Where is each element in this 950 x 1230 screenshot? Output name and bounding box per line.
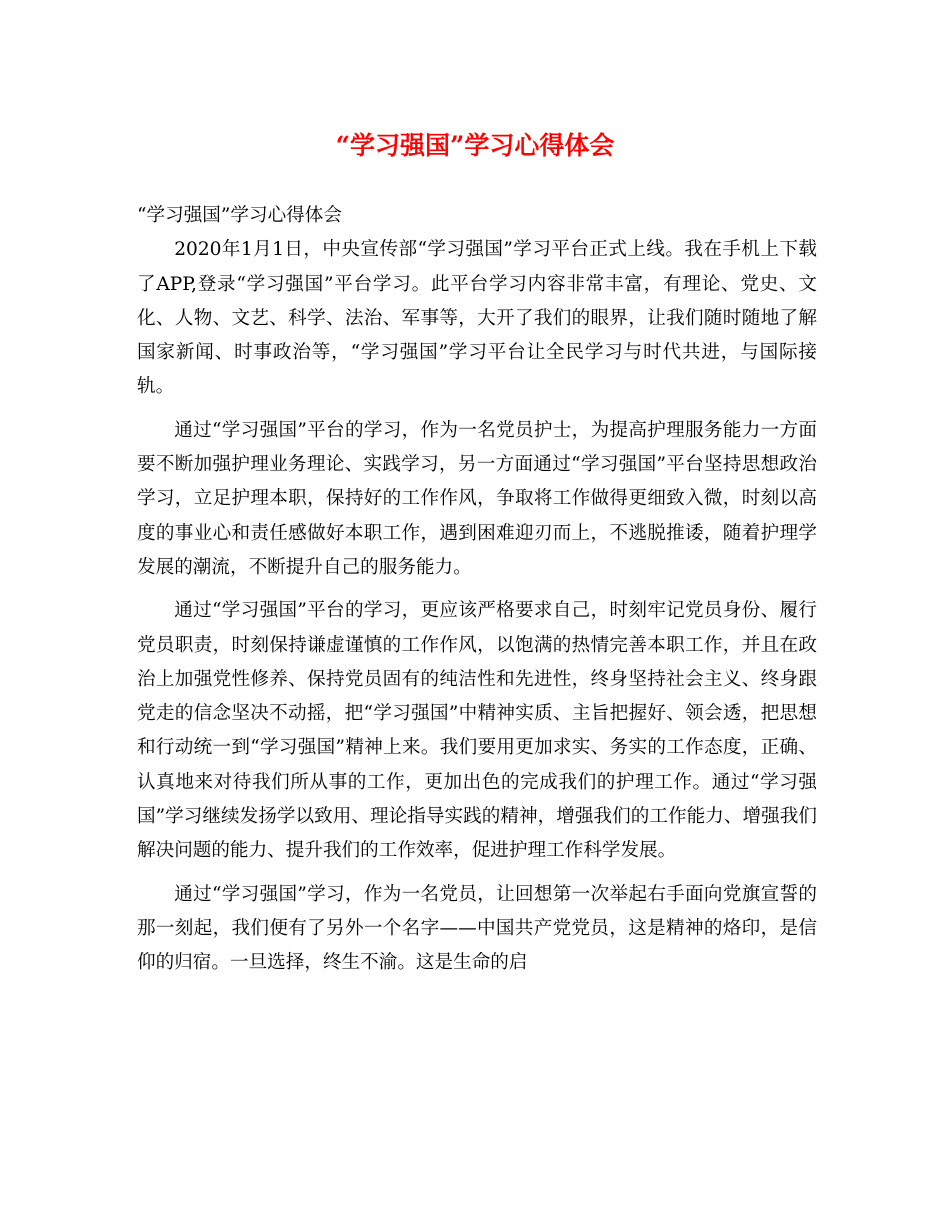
paragraph-2: 通过“学习强国”平台的学习，作为一名党员护士，为提高护理服务能力一方面要不断加强护理业务理论、实践学习，另一方面通过“学习强国”平台坚持思想政治学习，立足护理本职，保持好的工作作风，争取将工作做得更细致入微，时刻以高度的事业心和责任感做好本职工作，遇到困难迎刃而上，不逃脱推诿，随着护理学发展的潮流，不断提升自己的服务能力。 [137,419,817,578]
document-title: “学习强国”学习心得体会 [335,131,615,160]
paragraph-3: 通过“学习强国”平台的学习，更应该严格要求自己，时刻牢记党员身份、履行党员职责，时刻保持谦虚谨慎的工作作风，以饱满的热情完善本职工作，并且在政治上加强党性修养、保持党员固有的纯洁性和先进性，终身坚持社会主义、终身跟党走的信念坚决不动摇，把“学习强国”中精神实质、主旨把握好、领会透，把思想和行动统一到“学习强国”精神上来。我们要用更加求实、务实的工作态度，正确、认真地来对待我们所从事的工作，更加出色的完成我们的护理工作。通过“学习强国”学习继续发扬学以致用、理论指导实践的精神，增强我们的工作能力、增强我们解决问题的能力、提升我们的工作效率，促进护理工作科学发展。 [137,600,817,862]
document-body [137,199,817,981]
paragraph-4: 通过“学习强国”学习，作为一名党员，让回想第一次举起右手面向党旗宣誓的那一刻起，我们便有了另外一个名字——中国共产党党员，这是精神的烙印，是信仰的归宿。一旦选择，终生不渝。这是生命的启 [137,883,817,974]
document-subtitle: “学习强国”学习心得体会 [137,205,342,226]
paragraph-1: 2020年1月1日，中央宣传部“学习强国”学习平台正式上线。我在手机上下载了APP,登录“学习强国”平台学习。此平台学习内容非常丰富，有理论、党史、文化、人物、文艺、科学、法治、军事等，大开了我们的眼界，让我们随时随地了解国家新闻、时事政治等，“学习强国”学习平台让全民学习与时代共进，与国际接轨。 [137,239,817,398]
